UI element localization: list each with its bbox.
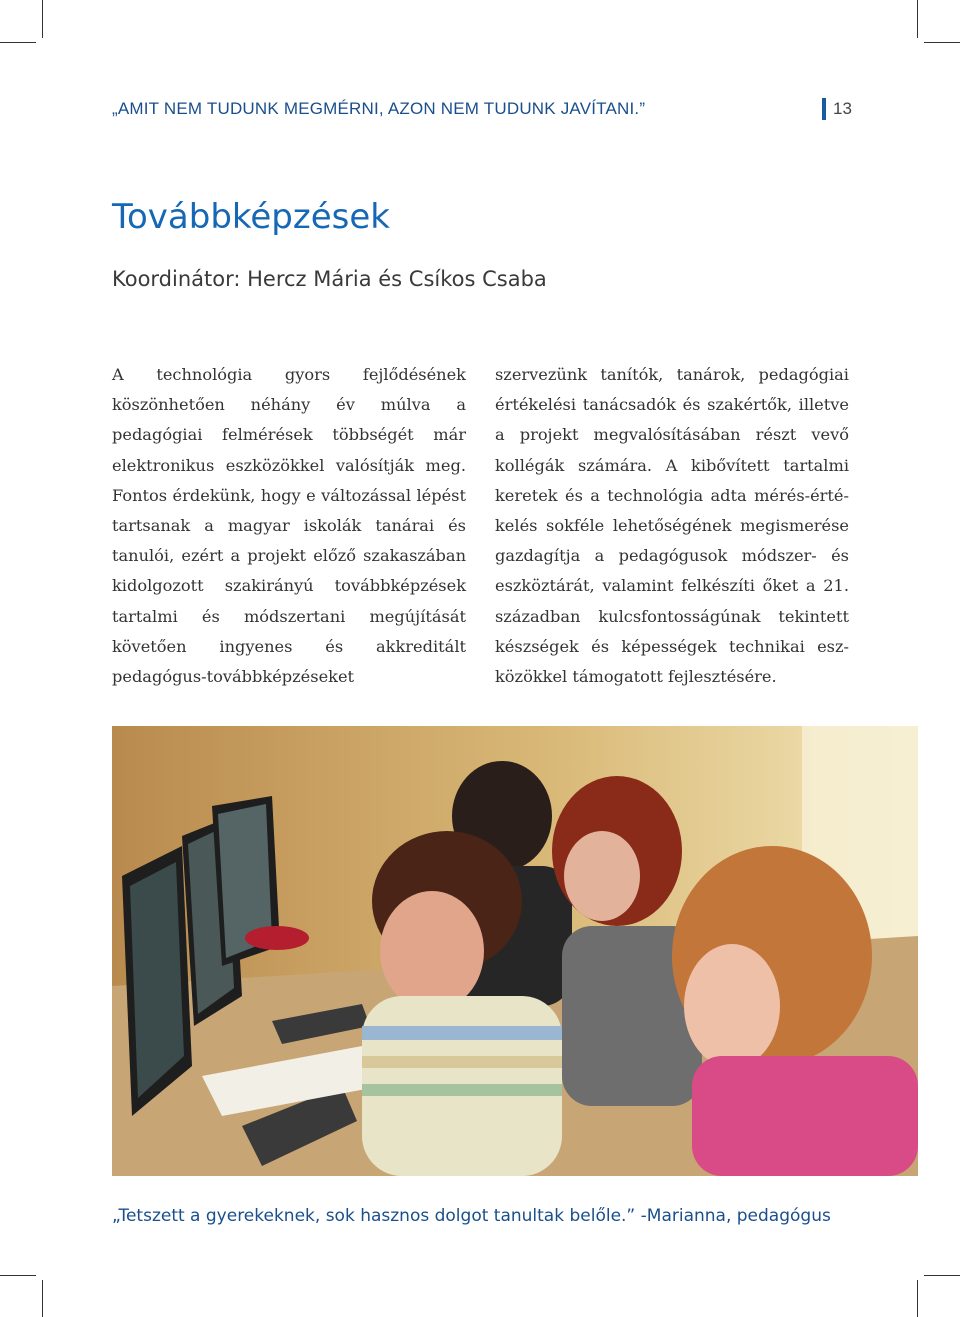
crop-mark-bottom-right-h: [924, 1275, 960, 1276]
classroom-photo: [112, 726, 918, 1176]
crop-mark-top-right-v: [917, 0, 918, 38]
body-column-right: szervezünk tanítók, tanárok, pedagógiai értékelési tanácsadók és szakértők, illetve a projekt megvalósításában részt vevő kollégák számára. A kibővített tartalmi keretek és a technológia adta mérés-értékelés sokféle lehetőségének megismerése gazdagítja a pedagógusok módszer- és eszköztárát, valamint felkészíti őket a 21. században kulcsfontosságúnak tekintett készségek és képességek technikai eszközökkel támogatott fejlesztésére.: [495, 365, 849, 687]
crop-mark-bottom-right-v: [917, 1280, 918, 1317]
crop-mark-top-left-v: [42, 0, 43, 38]
running-header: „AMIT NEM TUDUNK MEGMÉRNI, AZON NEM TUDUNK JAVÍTANI.”: [112, 99, 646, 118]
body-column-left: A technológia gyors fejlődésének köszönhetően néhány év múlva a pedagógiai felmérések többségét már elektronikus eszközökkel valósítják meg. Fontos érdekünk, hogy e változással lépést tartsanak a magyar iskolák tanárai és tanulói, ezért a projekt előző szakaszában kidolgozott szakirányú továbbképzések tartalmi és módszertani megújítását követően ingyenes és akkreditált pedagógus-továbbképzéseket: [112, 365, 466, 687]
page-number-bar: [822, 98, 826, 120]
classroom-photo-illustration: [112, 726, 918, 1176]
crop-mark-top-right-h: [924, 42, 960, 43]
page-title: Továbbképzések: [112, 197, 390, 237]
coordinator-line: Koordinátor: Hercz Mária és Csíkos Csaba: [112, 267, 547, 291]
crop-mark-top-left-h: [0, 42, 36, 43]
page-number: 13: [833, 99, 852, 118]
crop-mark-bottom-left-v: [42, 1280, 43, 1317]
crop-mark-bottom-left-h: [0, 1275, 36, 1276]
testimonial-quote: „Tetszett a gyerekeknek, sok hasznos dolgot tanultak belőle.” -Marianna, pedagógus: [112, 1206, 831, 1226]
